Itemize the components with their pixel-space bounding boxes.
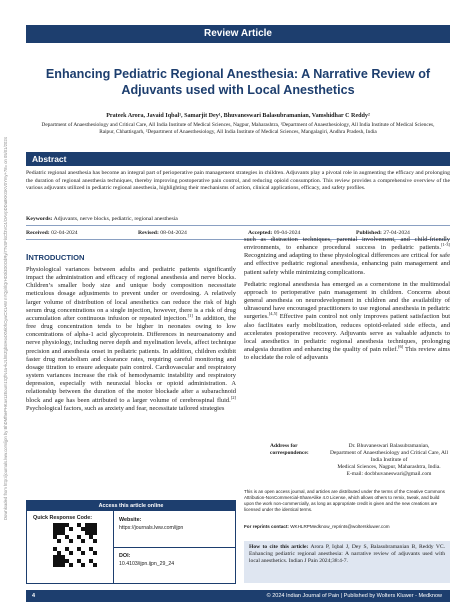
right-paragraph-2 — [244, 281, 450, 363]
introduction-heading — [26, 253, 236, 262]
received-value: 02-04-2024 — [51, 230, 78, 236]
article-type-banner: Review Article — [26, 25, 450, 43]
reprints-line — [244, 524, 450, 530]
accepted-value: 09-04-2024 — [273, 230, 301, 236]
access-online-heading: Access this article online — [27, 501, 235, 511]
introduction-heading-rest: NTRODUCTION — [28, 253, 85, 262]
doi-label: DOI: — [119, 553, 131, 559]
right-paragraph-1 — [244, 236, 450, 277]
right-text-c: Pediatric regional anesthesia has emerged as a cornerstone in the multimodal approach to perioperative pain management in children. Concerns about general anesthesia on neurodevelopment in children and the availability of ultrasound have encouraged practitioners to use regional anesthesia in pediatric surgeries. — [244, 280, 450, 321]
website-link[interactable]: https://journals.lww.com/ijpn — [119, 525, 184, 531]
page-footer — [26, 590, 450, 602]
keywords-label: Keywords: — [26, 216, 53, 222]
published-value: 27-04-2024 — [383, 230, 410, 236]
citation-ref[interactable]: [6] — [397, 343, 404, 349]
abstract-heading: Abstract — [26, 152, 450, 166]
citation-ref[interactable]: [4,5] — [268, 311, 278, 317]
access-divider-horizontal — [113, 547, 236, 548]
page-number: 4 — [32, 593, 36, 599]
qr-code-icon[interactable] — [53, 523, 97, 567]
article-title: Enhancing Pediatric Regional Anesthesia: A Narrative Review of Adjuvants used with Local Anesthetics — [45, 67, 431, 97]
right-text-b: Recognizing and adapting to these physiological differences are critical for safe and effective pediatric regional anesthesia, enhancing pain management and patient safety while minimizing complications. — [244, 252, 450, 276]
intro-text-b: In addition, the free drug concentration tends to be higher in neonates owing to low concentrations of alpha-1 acid glycoprotein. Differences in neuroanatomy and nerve physiology, including nerve depth and myelination levels, affect technique precision and anesthesia onset in pediatric patients. In addition, children exhibit faster drug metabolism and clearance rates, requiring careful monitoring and dosage titration to ensure adequate pain control. Cardiovascular and respiratory system variances increase the risk of hemodynamic instability and respiratory depression, especially with neuraxial blocks or opioid administration. A relationship between the duration of the motor blockade after a subarachnoid block and age has been attributed to a larger volume of cerebrospinal fluid. — [26, 314, 236, 404]
citation-ref[interactable]: [2] — [230, 394, 236, 400]
doi-link[interactable]: 10.4103/ijpn.ijpn_29_24 — [119, 561, 175, 567]
left-column — [26, 236, 236, 417]
abstract-text: Pediatric regional anesthesia has become an integral part of perioperative pain management strategies in children. Adjuvants play a pivotal role in augmenting the efficacy and prolonging the duration of regional anesthesia techniques, thereby improving postoperative pain control, and reducing opioid consumption. This review provides a comprehensive overview of the various adjuvants utilized in pediatric regional anesthesia, highlighting their mechanisms of action, clinical applications, efficacy, and safety profiles. — [26, 170, 450, 192]
introduction-paragraph-1 — [26, 266, 236, 413]
citation-ref[interactable]: [1-3] — [441, 242, 450, 248]
revised-label: Revised: — [138, 230, 159, 236]
accepted-label: Accepted: — [248, 230, 273, 236]
download-watermark-text: Downloaded from http://journals.lww.com/ijpn by BhDMf5ePHKav1zEoum1tQfN4a+kJLhEZgbsIHo4XMi0hCywCX1AW nYQp/IlQrHD3i3D0OdRyi7TvSFl4Cf3VC4/OAVpDDa8KKGKV0Ymy+78= on 05/01/2024 — [3, 137, 8, 520]
how-to-cite-label: How to cite this article: — [249, 544, 309, 550]
correspondence-label: Address for correspondence: — [270, 443, 309, 457]
correspondence-dept: Department of Anaesthesiology and Critical Care, All India Institute of — [329, 450, 449, 464]
qr-code-label: Quick Response Code: — [33, 515, 93, 521]
intro-text-a: Physiological variances between adults and pediatric patients significantly impact the administration and efficacy of regional anesthesia and nerve blocks. Children’s smaller body size and unique body composition necessitate meticulous dosage adjustments to prevent under or overdosing. A relatively larger volume of distribution of local anesthetics can reduce the risk of high serum drug concentrations on a single injection, however, there is a risk of drug accumulation after continuous infusion or repeated injection. — [26, 266, 236, 322]
keywords-value: Adjuvants, nerve blocks, pediatric, regional anesthesia — [53, 216, 178, 222]
correspondence-email[interactable]: E-mail: docbhuvaneswari@gmail.com — [346, 471, 432, 478]
license-notice: This is an open access journal, and articles are distributed under the terms of the Creative Commons Attribution-NonCommercial-ShareAlike 4.0 License, which allows others to remix, tweak, and build upon the work non-commercially, as long as appropriate credit is given and the new creations are licensed under the identical terms. — [244, 489, 445, 512]
affiliations: Department of Anaesthesiology and Critical Care, All India Institute of Medical Sciences, Nagpur, Maharashtra, ¹Department of Anaesthesiology, All India Institute of Medical Sciences, Raipur, Chhattisgarh, ²Department of Anaesthesiology, All India Institute of Medical Sciences, Mangalagiri, Andhra Pradesh, India — [41, 122, 435, 136]
correspondence-name: Dr. Bhuvaneswari Balasubramanian, — [348, 443, 430, 449]
reprints-label: For reprints contact: — [244, 524, 289, 529]
introduction-heading-initial: I — [26, 252, 29, 262]
right-text-d: Effective pain control not only improves patient satisfaction but also facilitates early mobilization, reduces opioid-related side effects, and accelerates postoperative recovery. Adjuvants serve as valuable adjuncts to local anesthetics in pediatric regional anesthesia techniques, prolonging analgesia duration and enhancing the quality of pain relief. — [244, 313, 450, 354]
download-watermark — [3, 100, 13, 520]
author-list: Prateek Arora, Javaid Iqbal¹, Samarjit Dey¹, Bhuvaneswari Balasubramanian, Vamshidhar C Reddy² — [106, 113, 370, 119]
published-label: Published: — [356, 230, 382, 236]
intro-text-c: Psychological factors, such as anxiety and fear, necessitate tailored strategies — [26, 404, 225, 412]
right-text-e: This review aims to elucidate the role of adjuvants — [244, 346, 450, 362]
keywords-line — [26, 216, 450, 224]
reprints-email[interactable]: WKHLRPMedknow_reprints@wolterskluwer.com — [290, 524, 390, 529]
right-text-a: such as distraction techniques, parental involvement, and child-friendly environments, to enhance procedural success in pediatric patients. — [244, 236, 450, 252]
how-to-cite-text: Arora P, Iqbal J, Dey S, Balasubramanian B, Reddy VC. Enhancing pediatric regional anesthesia: A narrative review of adjuvants used with local anesthetics. Indian J Pain 2024;38:4-7. — [249, 544, 445, 565]
right-column — [244, 236, 450, 366]
correspondence-details — [328, 443, 450, 478]
website-label: Website: — [119, 517, 142, 523]
correspondence-location: Medical Sciences, Nagpur, Maharashtra, India. — [337, 464, 441, 471]
how-to-cite-box — [244, 541, 450, 583]
access-online-box — [26, 500, 236, 584]
footer-copyright: © 2024 Indian Journal of Pain | Published by Wolters Kluwer - Medknow — [266, 593, 442, 599]
revised-value: 08-04-2024 — [160, 230, 187, 236]
correspondence-address — [256, 443, 450, 483]
citation-ref[interactable]: [1] — [187, 312, 193, 318]
received-label: Received: — [26, 230, 50, 236]
dates-rule-top — [26, 225, 450, 226]
